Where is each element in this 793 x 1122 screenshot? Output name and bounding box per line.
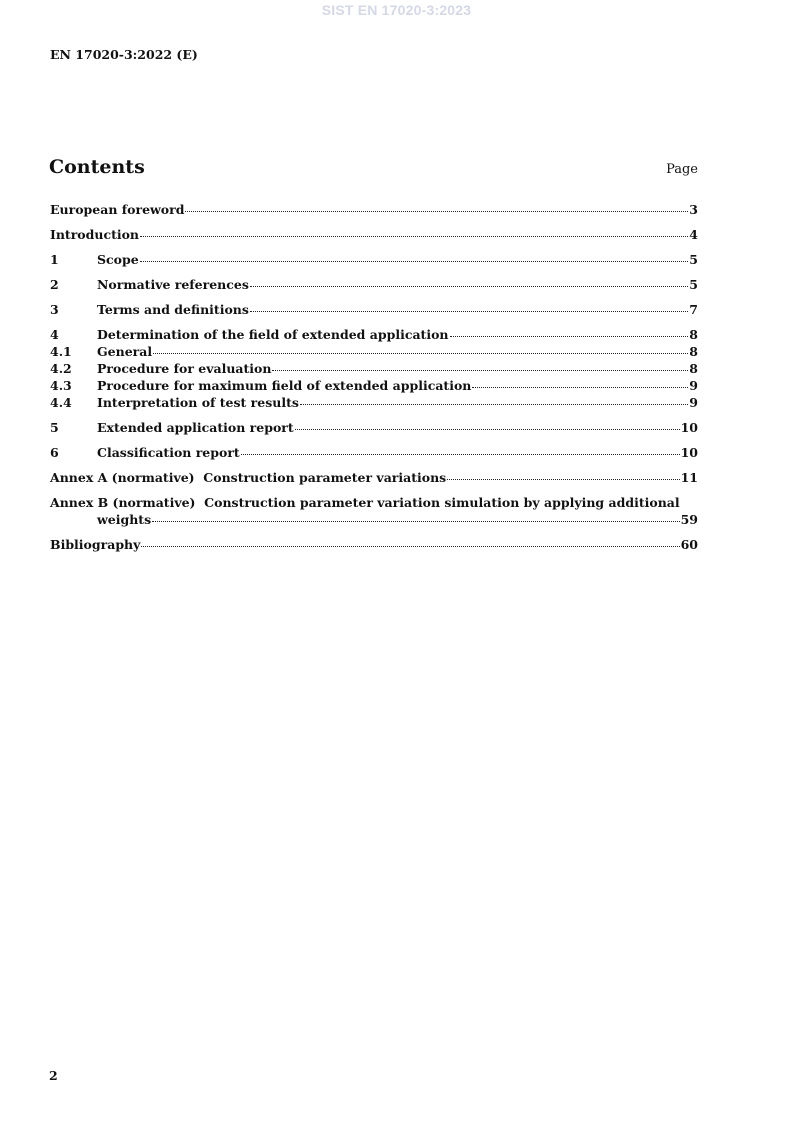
toc-entry-interpretation[interactable] <box>50 395 698 411</box>
document-id: EN 17020-3:2022 (E) <box>50 47 198 62</box>
toc-page: 9 <box>689 395 698 410</box>
toc-title: Interpretation of test results <box>97 395 299 410</box>
toc-title: General <box>97 344 153 359</box>
toc-title: Annex A (normative) Construction parameter variations <box>50 470 447 485</box>
toc-page: 4 <box>689 227 698 242</box>
toc-entry-classification-report[interactable] <box>50 445 698 461</box>
toc-entry-determination[interactable] <box>50 327 698 343</box>
toc-entry-introduction[interactable] <box>50 227 698 243</box>
toc-title: Extended application report <box>97 420 294 435</box>
toc-number: 1 <box>50 252 59 267</box>
toc-title: Classification report <box>97 445 240 460</box>
contents-heading: Contents <box>49 156 145 178</box>
toc-page: 8 <box>689 344 698 359</box>
toc-entry-extended-application-report[interactable] <box>50 420 698 436</box>
toc-leader <box>153 345 688 354</box>
toc-number: 4.4 <box>50 395 72 410</box>
page-column-label: Page <box>666 162 698 177</box>
toc-entry-annex-b[interactable] <box>50 495 698 510</box>
toc-title-continued: weights <box>97 512 152 527</box>
toc-title: Normative references <box>97 277 249 292</box>
toc-leader <box>295 421 680 430</box>
toc-leader <box>250 278 688 287</box>
toc-entry-procedure-evaluation[interactable] <box>50 361 698 377</box>
toc-leader <box>152 513 679 522</box>
toc-page: 8 <box>689 327 698 342</box>
toc-page: 60 <box>680 537 698 552</box>
toc-number: 6 <box>50 445 59 460</box>
toc-entry-european-foreword[interactable] <box>50 202 698 218</box>
toc-leader <box>140 228 688 237</box>
toc-page: 9 <box>689 378 698 393</box>
toc-title: Bibliography <box>50 537 141 552</box>
toc-page: 59 <box>680 512 698 527</box>
toc-leader <box>450 328 689 337</box>
toc-entry-terms-and-definitions[interactable] <box>50 302 698 318</box>
toc-number: 3 <box>50 302 59 317</box>
toc-title: Procedure for evaluation <box>97 361 272 376</box>
toc-page: 5 <box>689 252 698 267</box>
toc-title: Terms and definitions <box>97 302 249 317</box>
toc-title: Introduction <box>50 227 140 242</box>
toc-page: 10 <box>680 445 698 460</box>
toc-leader <box>250 303 688 312</box>
toc-leader <box>140 253 689 262</box>
toc-entry-scope[interactable] <box>50 252 698 268</box>
toc-title: Annex B (normative) Construction parameter variation simulation by applying additional <box>50 495 680 510</box>
toc-leader <box>241 446 680 455</box>
toc-leader <box>185 203 688 212</box>
toc-page: 8 <box>689 361 698 376</box>
toc-leader <box>300 396 688 405</box>
toc-leader <box>447 471 679 480</box>
toc-number: 2 <box>50 277 59 292</box>
toc-entry-annex-a[interactable] <box>50 470 698 486</box>
toc-entry-bibliography[interactable] <box>50 537 698 553</box>
toc-page: 10 <box>680 420 698 435</box>
toc-title: Scope <box>97 252 139 267</box>
toc-title: Procedure for maximum field of extended application <box>97 378 472 393</box>
toc-number: 4.1 <box>50 344 72 359</box>
toc-leader <box>472 379 688 388</box>
toc-page: 3 <box>689 202 698 217</box>
toc-page: 5 <box>689 277 698 292</box>
toc-title: European foreword <box>50 202 185 217</box>
watermark: SIST EN 17020-3:2023 <box>321 2 472 18</box>
page-number: 2 <box>49 1068 58 1083</box>
toc-leader <box>141 538 679 547</box>
toc-number: 4 <box>50 327 59 342</box>
toc-entry-annex-b-continued[interactable] <box>50 512 698 528</box>
toc-page: 11 <box>680 470 698 485</box>
toc-number: 4.2 <box>50 361 72 376</box>
toc-entry-general[interactable] <box>50 344 698 360</box>
toc-entry-procedure-maximum-field[interactable] <box>50 378 698 394</box>
toc-page: 7 <box>689 302 698 317</box>
toc-leader <box>272 362 688 371</box>
toc-title: Determination of the field of extended application <box>97 327 449 342</box>
toc-number: 4.3 <box>50 378 72 393</box>
toc-entry-normative-references[interactable] <box>50 277 698 293</box>
toc-number: 5 <box>50 420 59 435</box>
